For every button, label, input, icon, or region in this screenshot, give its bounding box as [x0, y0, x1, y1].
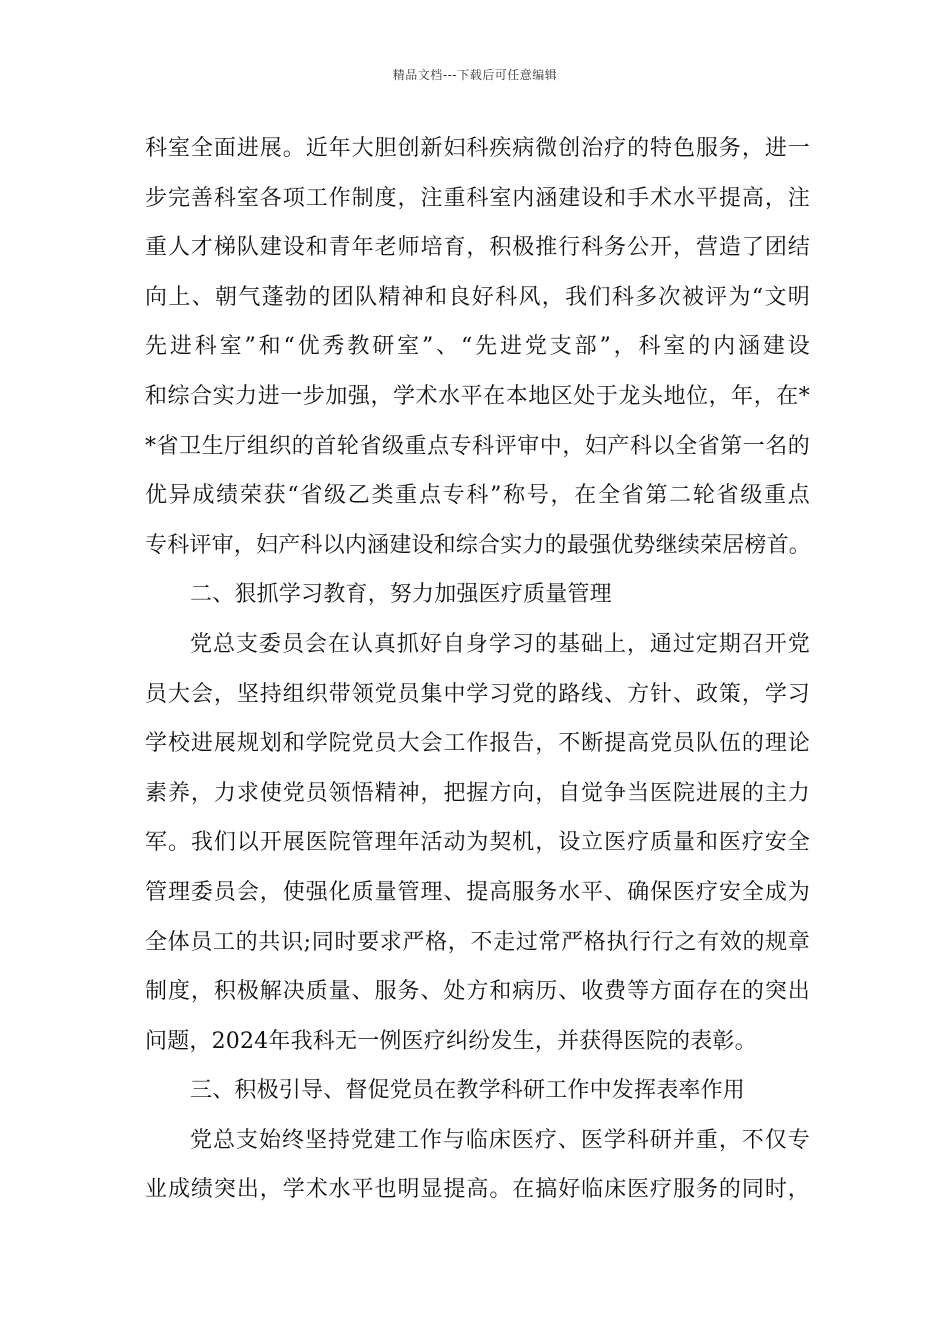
document-body	[145, 124, 810, 1215]
text-line: *省卫生厅组织的首轮省级重点专科评审中，妇产科以全省第一名的	[145, 433, 810, 459]
text-line: 问题，2024年我科无一例医疗纠纷发生，并获得医院的表彰。	[145, 1028, 757, 1054]
text-line: 党总支委员会在认真抓好自身学习的基础上，通过定期召开党	[190, 631, 810, 657]
text-line: 学校进展规划和学院党员大会工作报告，不断提高党员队伍的理论	[145, 731, 810, 757]
text-line: 优异成绩荣获“省级乙类重点专科”称号，在全省第二轮省级重点	[145, 483, 810, 509]
page-header: 精品文档---下载后可任意编辑	[392, 68, 558, 82]
text-line: 专科评审，妇产科以内涵建设和综合实力的最强优势继续荣居榜首。	[145, 532, 812, 558]
section-heading: 三、积极引导、督促党员在教学科研工作中发挥表率作用	[190, 1078, 746, 1104]
text-line: 步完善科室各项工作制度，注重科室内涵建设和手术水平提高，注	[145, 185, 810, 211]
text-line: 科室全面进展。近年大胆创新妇科疾病微创治疗的特色服务，进一	[145, 136, 810, 161]
text-line: 先进科室”和“优秀教研室”、“先进党支部”，科室的内涵建设	[145, 334, 810, 360]
text-line: 素养，力求使党员领悟精神，把握方向，自觉争当医院进展的主力	[145, 780, 810, 806]
section-heading: 二、狠抓学习教育，努力加强医疗质量管理	[190, 582, 612, 608]
text-line: 重人才梯队建设和青年老师培育，积极推行科务公开，营造了团结	[145, 235, 810, 261]
text-line: 和综合实力进一步加强，学术水平在本地区处于龙头地位，年，在*	[145, 383, 810, 409]
text-line: 管理委员会，使强化质量管理、提高服务水平、确保医疗安全成为	[145, 879, 810, 905]
text-line: 全体员工的共识;同时要求严格，不走过常严格执行行之有效的规章	[145, 929, 810, 955]
text-line: 员大会，坚持组织带领党员集中学习党的路线、方针、政策，学习	[145, 681, 810, 707]
text-line: 制度，积极解决质量、服务、处方和病历、收费等方面存在的突出	[145, 979, 810, 1005]
text-line: 党总支始终坚持党建工作与临床医疗、医学科研并重，不仅专	[190, 1127, 810, 1153]
text-line: 向上、朝气蓬勃的团队精神和良好科风，我们科多次被评为“文明	[145, 284, 810, 310]
text-line: 业成绩突出，学术水平也明显提高。在搞好临床医疗服务的同时，	[145, 1177, 810, 1203]
text-line: 军。我们以开展医院管理年活动为契机，设立医疗质量和医疗安全	[145, 830, 810, 856]
